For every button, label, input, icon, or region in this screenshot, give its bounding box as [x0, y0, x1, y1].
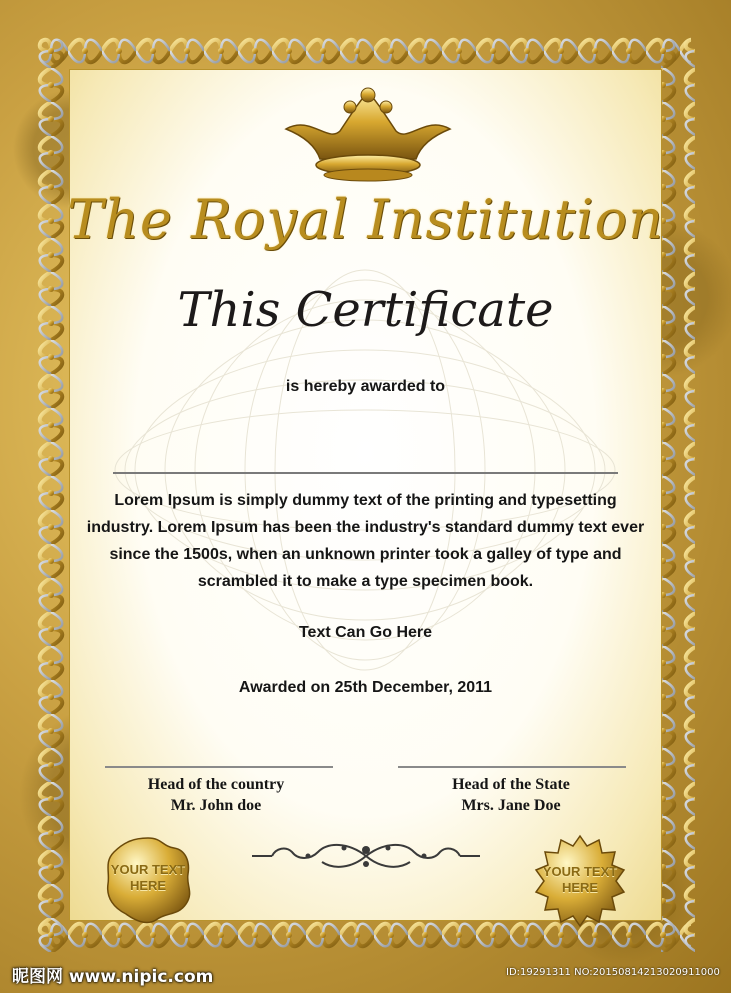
seal-text-line-1: YOUR TEXT: [542, 864, 618, 879]
seal-badge-left: [100, 832, 196, 928]
signature-line-left: [105, 766, 333, 768]
signature-name-left: Mr. John doe: [170, 797, 262, 814]
signature-title-right: Head of the State: [452, 776, 570, 793]
award-date: Awarded on 25th December, 2011: [238, 679, 493, 696]
certificate-heading: This Certificate: [177, 282, 554, 338]
crown-icon: [280, 85, 456, 185]
certificate-body: Lorem Ipsum is simply dummy text of the printing and typesetting industry. Lorem Ipsum has been the industry's standard dummy text ever since the 1500s, when an unknown printer took a galley of type and scrambled it to make a type specimen book.: [86, 492, 645, 590]
institution-title: The Royal Institution: [67, 188, 664, 251]
watermark-id: ID:19291311 NO:20150814213020911000: [506, 967, 720, 978]
seal-text-line-1: YOUR TEXT: [110, 862, 186, 877]
seal-text-line-2: HERE: [561, 880, 599, 895]
signature-name-right: Mrs. Jane Doe: [461, 797, 561, 814]
seal-text-line-2: HERE: [129, 878, 167, 893]
seal-badge-right: [532, 834, 628, 930]
scroll-ornament-icon: [248, 838, 484, 874]
seal-text-right: [532, 864, 628, 896]
seal-text-left: [100, 862, 196, 894]
recipient-name-line: [113, 472, 618, 474]
awarded-to-label: is hereby awarded to: [285, 378, 446, 395]
watermark-site: 昵图网 www.nipic.com: [12, 967, 214, 987]
signature-title-left: Head of the country: [147, 776, 285, 793]
signature-line-right: [398, 766, 626, 768]
extra-text: Text Can Go Here: [298, 624, 433, 641]
